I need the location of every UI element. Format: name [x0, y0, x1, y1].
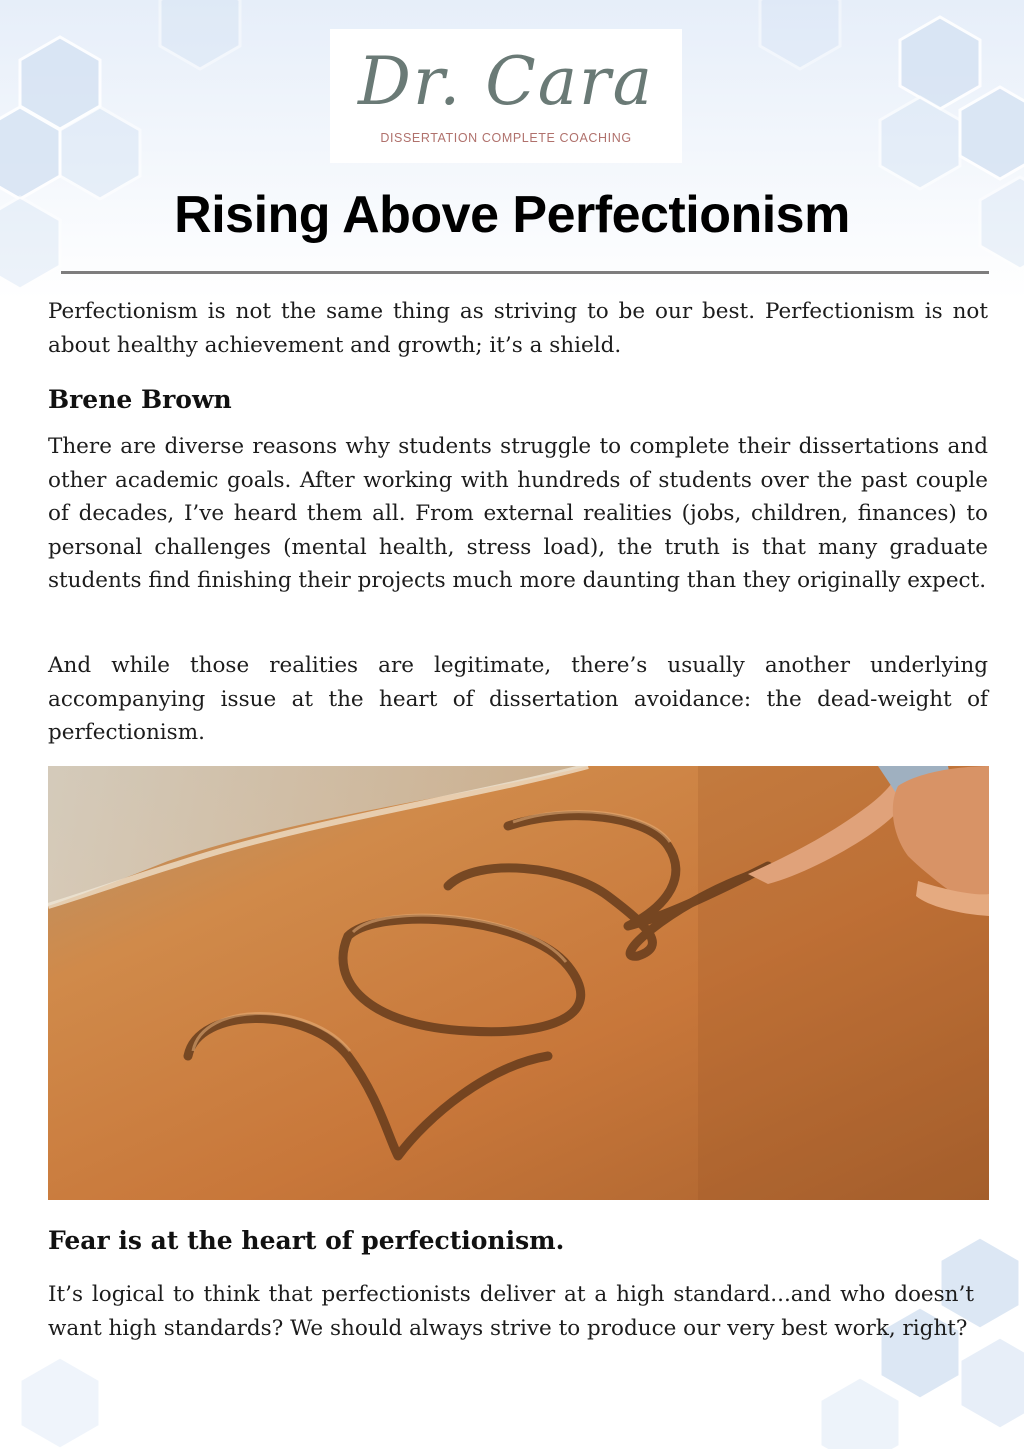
logo-script-text: Dr. Cara [358, 43, 654, 120]
page-title: Rising Above Perfectionism [174, 186, 850, 244]
quote-attribution: Brene Brown [48, 385, 232, 414]
intro-quote: Perfectionism is not the same thing as striving to be our best. Perfectionism is not about healthy achievement and growth; it’s a shield. [48, 299, 988, 358]
section-heading: Fear is at the heart of perfectionism. [48, 1226, 565, 1255]
body-paragraph-1: There are diverse reasons why students struggle to complete their dissertations and other academic goals. After working with hundreds of students over the past couple of decades, I’ve heard them all. From external realities (jobs, children, finances) to personal challenges (mental health, stress load), the truth is that many graduate students find finishing their projects much more daunting than they originally expect. [48, 434, 988, 593]
logo-tagline: DISSERTATION COMPLETE COACHING [380, 131, 632, 145]
beach-sand-2023-photo [48, 766, 989, 1200]
closing-paragraph: It’s logical to think that perfectionists deliver at a high standard...and who doesn’t want high standards? We should always strive to produce our very best work, right? [48, 1282, 974, 1341]
logo [330, 29, 682, 163]
body-paragraph-2: And while those realities are legitimate, there’s usually another underlying accompanying issue at the heart of dissertation avoidance: the dead-weight of perfectionism. [48, 653, 988, 745]
title-divider [61, 271, 989, 274]
